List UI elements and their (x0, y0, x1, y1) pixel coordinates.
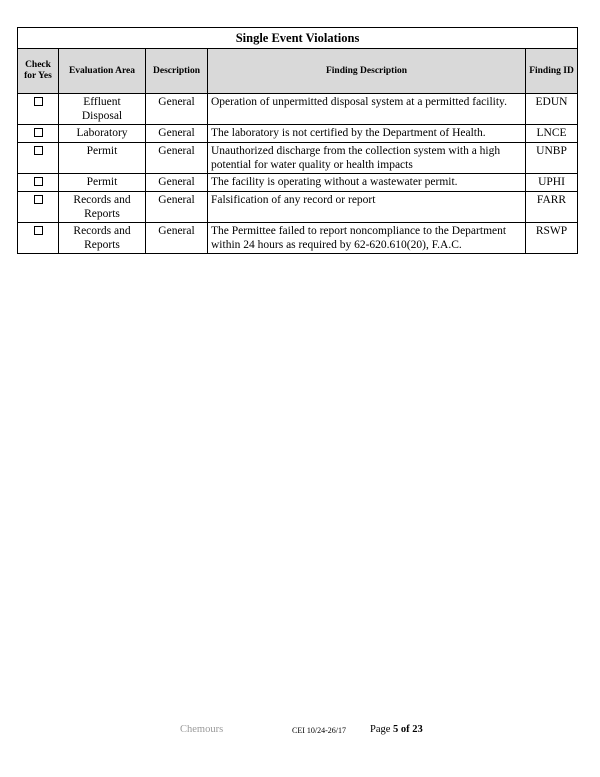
table-row (18, 174, 578, 192)
footer-page-number (370, 724, 423, 735)
finding-description-cell: The facility is operating without a wastewater permit. (208, 174, 526, 192)
finding-id-cell: UNBP (526, 143, 578, 174)
table-header-row (18, 49, 578, 94)
description-cell: General (146, 125, 208, 143)
description-cell: General (146, 174, 208, 192)
table-title: Single Event Violations (18, 28, 578, 49)
finding-id-cell: FARR (526, 192, 578, 223)
header-finding-id: Finding ID (526, 49, 578, 94)
table-row (18, 143, 578, 174)
description-cell: General (146, 143, 208, 174)
check-for-yes-checkbox[interactable] (34, 195, 43, 204)
header-evaluation-area: Evaluation Area (59, 49, 146, 94)
table-row (18, 192, 578, 223)
finding-description-cell: Operation of unpermitted disposal system at a permitted facility. (208, 94, 526, 125)
evaluation-area-cell: Permit (59, 174, 146, 192)
single-event-violations-table (17, 27, 577, 254)
finding-description-cell: The laboratory is not certified by the Department of Health. (208, 125, 526, 143)
evaluation-area-cell: Effluent Disposal (59, 94, 146, 125)
page-current: 5 (393, 724, 399, 735)
table-title-row (18, 28, 578, 49)
check-for-yes-checkbox[interactable] (34, 146, 43, 155)
evaluation-area-cell: Permit (59, 143, 146, 174)
finding-description-cell: Unauthorized discharge from the collection system with a high potential for water quality or health impacts (208, 143, 526, 174)
page-footer (0, 724, 600, 738)
description-cell: General (146, 223, 208, 254)
evaluation-area-cell: Laboratory (59, 125, 146, 143)
evaluation-area-cell: Records and Reports (59, 192, 146, 223)
page-of: of (400, 724, 410, 735)
check-for-yes-checkbox[interactable] (34, 97, 43, 106)
finding-id-cell: UPHI (526, 174, 578, 192)
description-cell: General (146, 192, 208, 223)
check-for-yes-checkbox[interactable] (34, 128, 43, 137)
finding-id-cell: LNCE (526, 125, 578, 143)
check-for-yes-checkbox[interactable] (34, 226, 43, 235)
header-description: Description (146, 49, 208, 94)
finding-id-cell: EDUN (526, 94, 578, 125)
table-row (18, 94, 578, 125)
page-total: 23 (412, 724, 423, 735)
table-row (18, 125, 578, 143)
table-row (18, 223, 578, 254)
finding-description-cell: Falsification of any record or report (208, 192, 526, 223)
violations-table (17, 27, 578, 254)
evaluation-area-cell: Records and Reports (59, 223, 146, 254)
footer-company: Chemours (180, 724, 224, 735)
finding-id-cell: RSWP (526, 223, 578, 254)
description-cell: General (146, 94, 208, 125)
finding-description-cell: The Permittee failed to report noncompliance to the Department within 24 hours as required by 62-620.610(20), F.A.C. (208, 223, 526, 254)
page-label: Page (370, 724, 391, 735)
header-check-for-yes: Check for Yes (18, 49, 59, 94)
footer-document-id: CEI 10/24-26/17 (292, 726, 346, 735)
check-for-yes-checkbox[interactable] (34, 177, 43, 186)
header-finding-description: Finding Description (208, 49, 526, 94)
